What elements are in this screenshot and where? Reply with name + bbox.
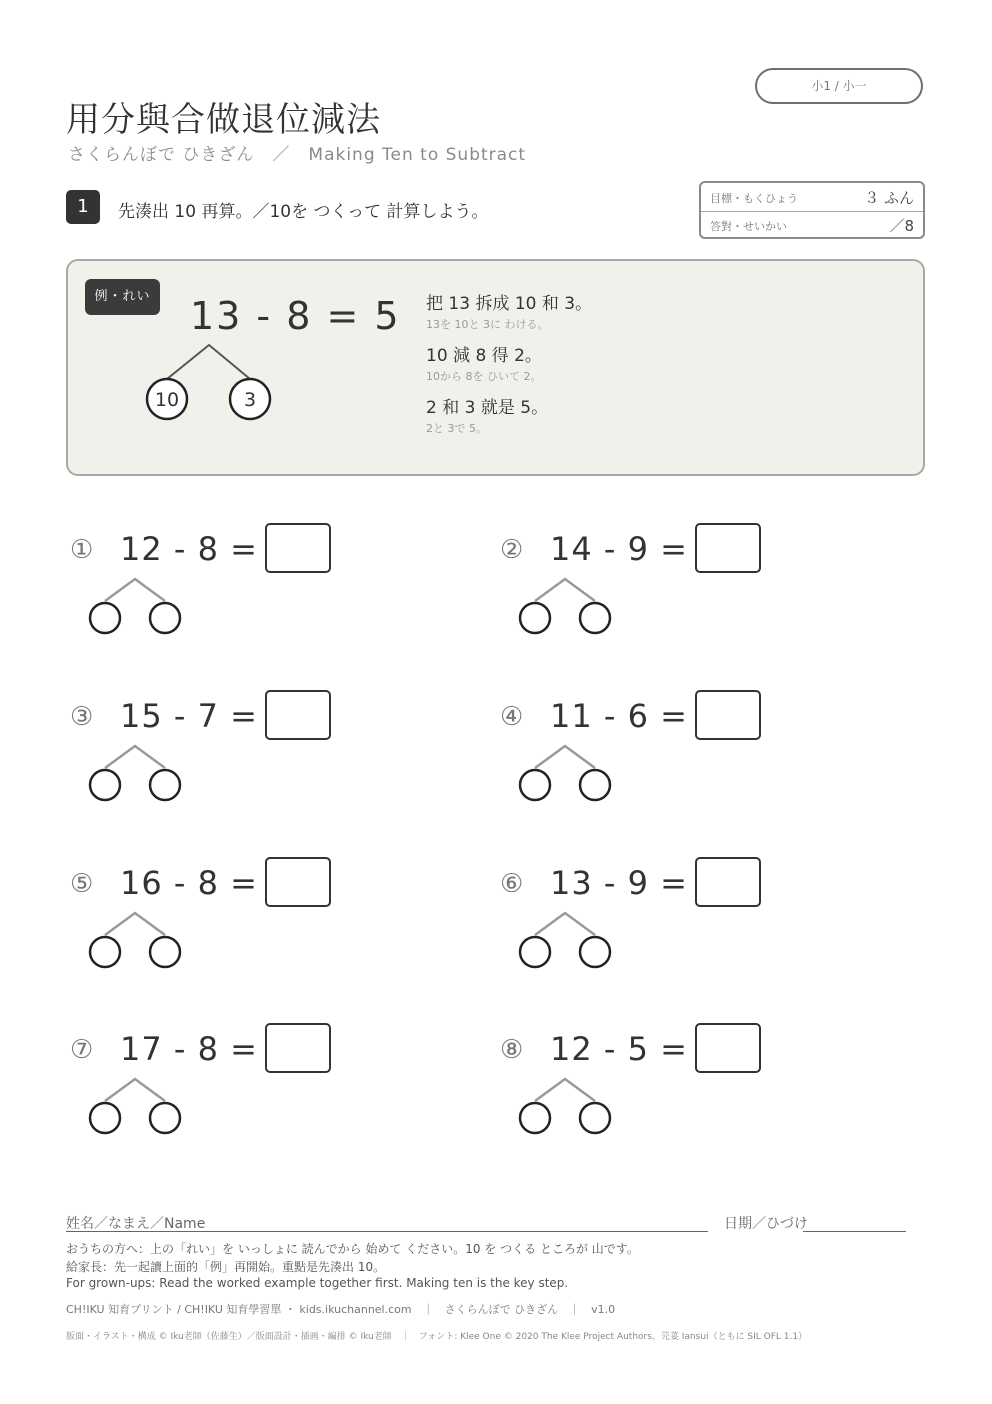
cherry-split-diagram: [515, 743, 617, 803]
answer-box[interactable]: [265, 1023, 331, 1073]
problem-number: ①: [70, 535, 94, 565]
section-instruction: 先湊出 10 再算。／10を つくって 計算しよう。: [118, 202, 489, 222]
answer-box[interactable]: [265, 857, 331, 907]
date-line[interactable]: [803, 1231, 906, 1232]
example-split-left: 10: [154, 389, 180, 411]
answer-box[interactable]: [695, 1023, 761, 1073]
answer-box[interactable]: [695, 690, 761, 740]
split-right-circle[interactable]: [580, 937, 610, 967]
branch-lines: [105, 579, 165, 601]
problem-number: ②: [500, 535, 524, 565]
split-left-circle[interactable]: [520, 770, 550, 800]
example-branch-lines: [167, 345, 250, 379]
split-left-circle[interactable]: [90, 603, 120, 633]
split-left-circle[interactable]: [90, 937, 120, 967]
grade-badge: 小1 / 小一: [755, 68, 923, 104]
split-left-circle[interactable]: [90, 1103, 120, 1133]
problem-expression: 11 - 6 =: [550, 697, 688, 735]
goal-row: [701, 183, 923, 212]
score-row: [701, 211, 923, 239]
problem-expression: 12 - 5 =: [550, 1030, 688, 1068]
branch-lines: [105, 746, 165, 768]
credit-line: CH!IKU 知育プリント / CH!IKU 知育學習單 ・ kids.ikuchannel.com ｜ さくらんぼで ひきざん ｜ v1.0: [66, 1303, 616, 1316]
problem-number: ⑥: [500, 869, 524, 899]
cherry-split-diagram: [515, 576, 617, 636]
branch-lines: [535, 1079, 595, 1101]
goal-label: 目標・もくひょう: [710, 192, 798, 205]
cherry-split-diagram: [85, 743, 187, 803]
branch-lines: [105, 1079, 165, 1101]
split-right-circle[interactable]: [150, 1103, 180, 1133]
problem-expression: 15 - 7 =: [120, 697, 258, 735]
example-equation: 13 - 8 = 5: [190, 294, 401, 338]
split-left-circle[interactable]: [520, 1103, 550, 1133]
cherry-split-diagram: [85, 576, 187, 636]
example-step-1-sub: 13を 10と 3に わける。: [426, 318, 549, 331]
problem-expression: 17 - 8 =: [120, 1030, 258, 1068]
worksheet-subtitle: さくらんぼで ひきざん ／ Making Ten to Subtract: [68, 145, 527, 165]
example-cherry-diagram: [140, 340, 280, 425]
answer-box[interactable]: [265, 523, 331, 573]
name-line[interactable]: [66, 1231, 708, 1232]
score-label: 答對・せいかい: [710, 220, 787, 233]
answer-box[interactable]: [265, 690, 331, 740]
problem-number: ④: [500, 702, 524, 732]
note-japanese: おうちの方へ：上の「れい」を いっしょに 読んでから 始めて ください。10 を つくる ところが 山です。: [66, 1242, 639, 1256]
answer-box[interactable]: [695, 523, 761, 573]
split-left-circle[interactable]: [520, 937, 550, 967]
split-right-circle[interactable]: [580, 770, 610, 800]
example-step-1: 把 13 拆成 10 和 3。: [426, 294, 593, 314]
split-right-circle[interactable]: [150, 603, 180, 633]
problem-expression: 12 - 8 =: [120, 530, 258, 568]
problem-expression: 13 - 9 =: [550, 864, 688, 902]
problem-expression: 14 - 9 =: [550, 530, 688, 568]
problem-number: ⑧: [500, 1035, 524, 1065]
branch-lines: [535, 913, 595, 935]
answer-box[interactable]: [695, 857, 761, 907]
license-line: 版面・イラスト・構成 © Iku老師（佐藤生）／版面設計・插画・編排 © Iku老師 ｜ フォント: Klee One © 2020 The Klee Project Authors、芫荽 Iansui（ともに SIL OFL 1.1）: [66, 1332, 808, 1342]
split-left-circle[interactable]: [520, 603, 550, 633]
cherry-split-diagram: [85, 910, 187, 970]
split-right-circle[interactable]: [150, 770, 180, 800]
worksheet-title: 用分與合做退位減法: [66, 100, 381, 140]
example-badge: 例・れい: [85, 279, 160, 315]
cherry-split-diagram: [515, 1076, 617, 1136]
problem-number: ③: [70, 702, 94, 732]
split-left-circle[interactable]: [90, 770, 120, 800]
goal-value: ３ ふん: [864, 189, 914, 207]
date-label: 日期／ひづけ: [724, 1216, 808, 1232]
branch-lines: [535, 579, 595, 601]
example-step-2: 10 減 8 得 2。: [426, 346, 542, 366]
section-number: 1: [66, 190, 100, 224]
problem-number: ⑤: [70, 869, 94, 899]
split-right-circle[interactable]: [150, 937, 180, 967]
problem-number: ⑦: [70, 1035, 94, 1065]
branch-lines: [535, 746, 595, 768]
note-chinese: 給家長：先一起讀上面的「例」再開始。重點是先湊出 10。: [66, 1260, 386, 1274]
note-english: For grown-ups: Read the worked example together first. Making ten is the key step.: [66, 1276, 569, 1290]
example-step-3: 2 和 3 就是 5。: [426, 398, 549, 418]
target-score-box: [699, 181, 925, 239]
problem-expression: 16 - 8 =: [120, 864, 258, 902]
example-step-2-sub: 10から 8を ひいて 2。: [426, 370, 542, 383]
cherry-split-diagram: [85, 1076, 187, 1136]
split-right-circle[interactable]: [580, 1103, 610, 1133]
example-step-3-sub: 2と 3で 5。: [426, 422, 487, 435]
example-split-right: 3: [243, 389, 257, 411]
name-label: 姓名／なまえ／Name: [66, 1216, 206, 1232]
branch-lines: [105, 913, 165, 935]
cherry-split-diagram: [515, 910, 617, 970]
score-value: ／8: [889, 217, 914, 235]
split-right-circle[interactable]: [580, 603, 610, 633]
